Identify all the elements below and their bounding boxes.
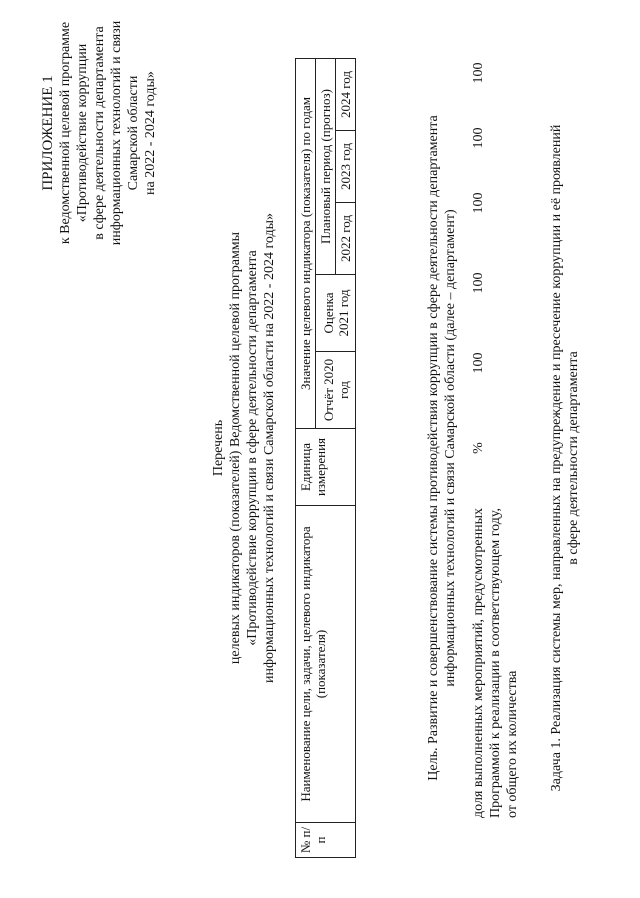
appendix-line: Самарской области <box>126 75 141 191</box>
header-plan: Плановый период (прогноз) <box>316 59 336 275</box>
title-line: Перечень <box>211 419 226 477</box>
header-2023: 2023 год <box>336 131 356 203</box>
title-line: информационных технологий и связи Самарской области на 2022 - 2024 годы» <box>262 213 277 683</box>
title-line: целевых индикаторов (показателей) Ведомственной целевой программы <box>228 231 243 665</box>
value-2024: 100 <box>471 62 486 84</box>
header-values: Значение целевого индикатора (показателя) по годам <box>296 59 316 429</box>
header-estimate: Оценка 2021 год <box>316 275 356 352</box>
indicator-table-header <box>295 58 356 858</box>
appendix-line: «Противодействие коррупции <box>75 43 90 223</box>
appendix-block <box>40 8 159 258</box>
task-line: Задача 1. Реализация системы мер, направленных на предупреждение и пресечение коррупции и её проявлений <box>549 124 564 792</box>
header-2022: 2022 год <box>336 203 356 275</box>
header-report: Отчёт 2020 год <box>316 352 356 429</box>
appendix-line: на 2022 - 2024 годы» <box>143 71 158 195</box>
header-2024: 2024 год <box>336 59 356 131</box>
appendix-line: в сфере деятельности департамента <box>92 26 107 240</box>
indicator-unit: % <box>471 442 486 454</box>
appendix-line: к Ведомственной целевой программе <box>58 21 73 245</box>
task-line: в сфере деятельности департамента <box>566 351 581 565</box>
table-row <box>470 58 540 858</box>
value-2020: 100 <box>471 352 486 374</box>
task-text <box>548 58 582 858</box>
value-2022: 100 <box>471 192 486 214</box>
value-2021: 100 <box>471 272 486 294</box>
value-2023: 100 <box>471 127 486 149</box>
goal-line: Цель. Развитие и совершенствование системы противодействия коррупции в сфере деятельности департамента <box>426 115 441 781</box>
indicator-name: доля выполненных мероприятий, предусмотренных Программой к реализации в соответствующем году, от общего их количества <box>471 508 520 818</box>
goal-text <box>425 58 459 838</box>
header-num: № п/п <box>296 823 356 858</box>
goal-line: информационных технологий и связи Самарской области (далее – департамент) <box>443 209 458 687</box>
appendix-line: информационных технологий и связи <box>109 20 124 246</box>
header-unit: Единица измерения <box>296 429 356 506</box>
title-line: «Противодействие коррупции в сфере деятельности департамента <box>245 250 260 646</box>
header-name: Наименование цели, задачи, целевого индикатора (показателя) <box>296 506 356 823</box>
appendix-heading: ПРИЛОЖЕНИЕ 1 <box>40 75 56 191</box>
document-title <box>210 118 278 778</box>
